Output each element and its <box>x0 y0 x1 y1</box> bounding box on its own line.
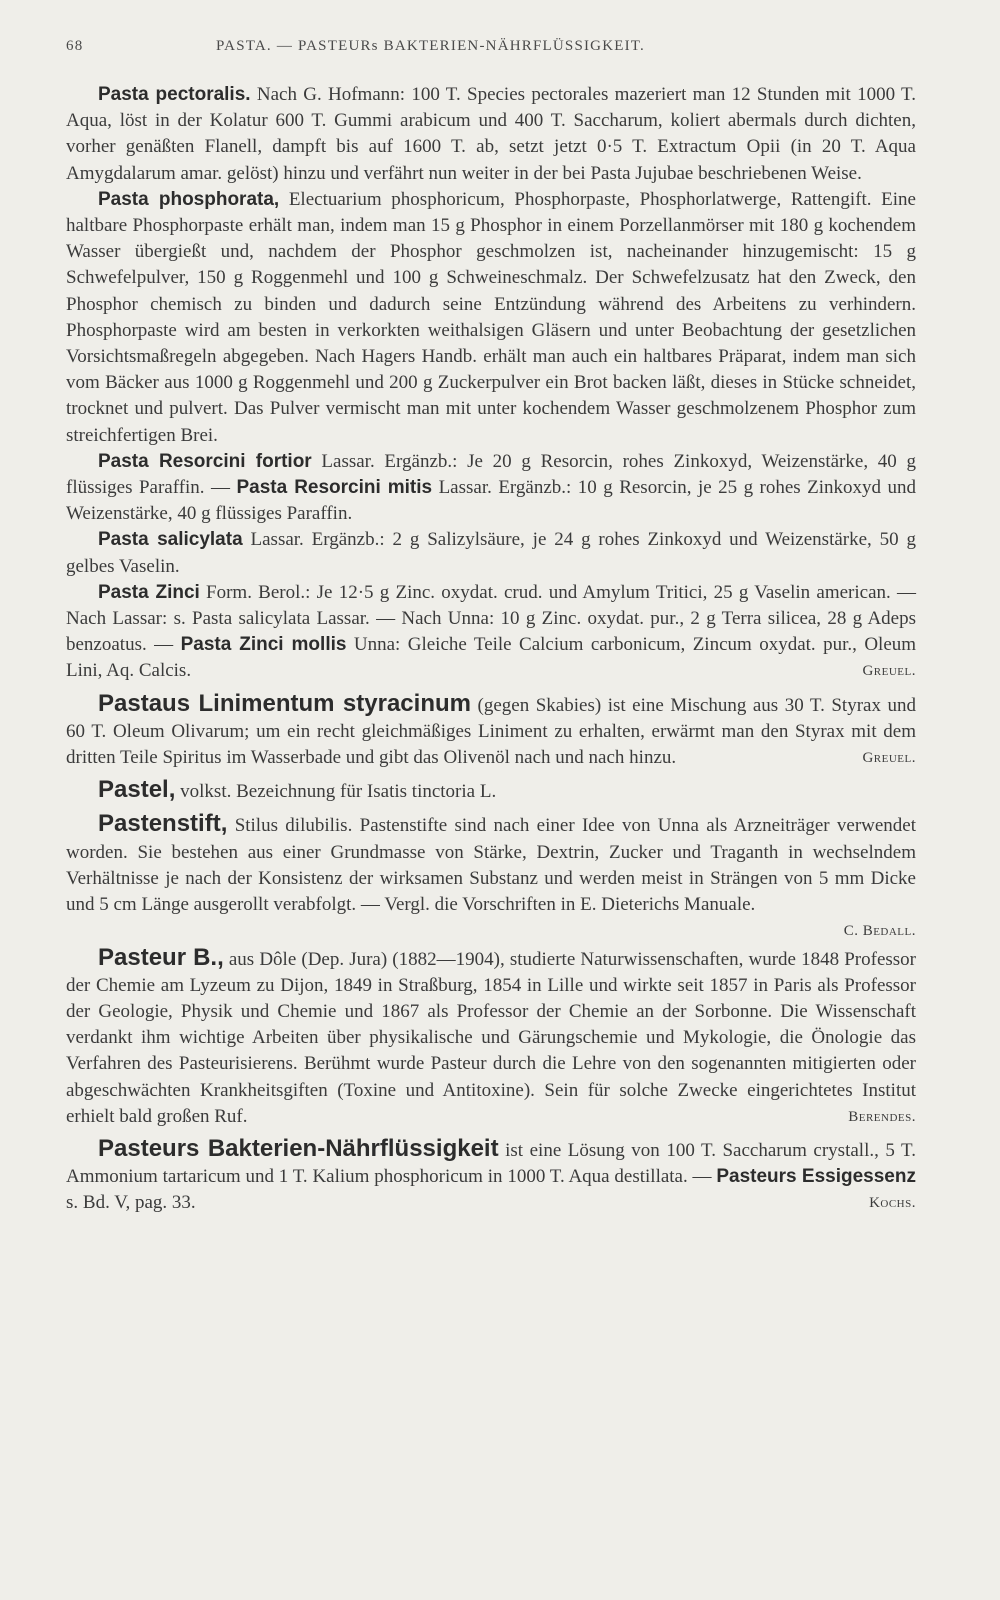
author-signature: Greuel. <box>862 663 916 680</box>
entry-text: Electuarium phosphoricum, Phosphorpaste, Phosphorlatwerge, Rattengift. Eine haltbare Phosphorpaste erhält man, indem man 15 g Phosphor in einem Porzellanmörser mit 180 g kochendem Wasser übergießt und, nachdem der Phosphor geschmolzen ist, nacheinander hinzugemischt: 15 g Schwefelpulver, 150 g Roggenmehl und 100 g Schweineschmalz. Der Schwefelzusatz hat den Zweck, den Phosphor chemisch zu binden und dadurch seine Entzündung während des Arbeitens zu verhindern. Phosphorpaste wird am besten in verkorkten weithalsigen Gläsern und unter Beobachtung der gesetzlichen Vorsichtsmaßregeln abgegeben. Nach Hagers Handb. erhält man auch ein haltbares Präparat, indem man sich vom Bäcker aus 1000 g Roggenmehl und 200 g Zuckerpulver ein Brot backen läßt, dieses in Stücke schneidet, trocknet und pulvert. Das Pulver vermischt man mit unter kochendem Wasser geschmolzenem Phosphor zum streichfertigen Brei. <box>66 188 916 446</box>
author-signature: Berendes. <box>848 1108 916 1125</box>
entry-subheadword: Pasta Resorcini mitis <box>236 477 433 499</box>
entry-text: aus Dôle (Dep. Jura) (1882—1904), studierte Naturwissenschaften, wurde 1848 Professor der Chemie am Lyzeum zu Dijon, 1849 in Straßburg, 1854 in Lille und wirkte seit 1857 in Paris als Professor der Geologie, Physik und Chemie und 1867 als Professor der Chemie an der Sorbonne. Die Wissenschaft verdankt ihm wichtige Arbeiten über physikalische und Gärungschemie und Mykologie, die Önologie das Verfahren des Pasteurisierens. Berühmt wurde Pasteur durch die Lehre von den sogenannten mitigierten oder abgeschwächten Krankheitsgiften (Toxine und Antitoxine). Sein für solche Zwecke eingerichtetes Institut erhielt bald großen Ruf. <box>66 948 916 1127</box>
entry-text: Lassar. Ergänzb.: 2 g Salizylsäure, je 24 g rohes Zinkoxyd und Weizenstärke, 50 g gelbes Vaselin. <box>66 529 917 577</box>
entry-pasta-salicylata <box>66 527 916 579</box>
entry-headword: Pastenstift, <box>98 810 228 838</box>
entry-text: volkst. Bezeichnung für Isatis tinctoria L. <box>180 781 497 803</box>
running-header <box>66 38 916 82</box>
entry-headword: Pasta Resorcini fortior <box>98 450 312 472</box>
entry-headword: Pastaus Linimentum styracinum <box>98 689 471 717</box>
author-signature: Kochs. <box>869 1195 916 1212</box>
entry-subtext: s. Bd. V, pag. 33. <box>66 1192 196 1214</box>
author-signature: Greuel. <box>862 750 916 767</box>
entry-pasteurs-bakterien <box>66 1136 916 1217</box>
entry-text: Form. Berol.: Je 12·5 g Zinc. oxydat. crud. und Amylum Tritici, 25 g Vaselin american. — Nach Lassar: s. Pasta salicylata Lassar. — Nach Unna: 10 g Zinc. oxydat. pur., 2 g Terra silicea, 28 g Adeps benzoatus. — <box>66 581 916 656</box>
entry-headword: Pastel, <box>98 776 176 804</box>
page-number: 68 <box>66 38 84 54</box>
entry-pasta-pectoralis <box>66 82 916 187</box>
entry-headword: Pasteurs Bakterien-Nährflüssigkeit <box>98 1134 499 1162</box>
entry-pastaus-linimentum <box>66 691 916 772</box>
entry-text: Stilus dilubilis. Pastenstifte sind nach einer Idee von Unna als Arzneiträger verwendet worden. Sie bestehen aus einer Grundmasse von Stärke, Dextrin, Zucker und Traganth in wechselndem Verhältnisse je nach der Konsistenz der wirksamen Substanz und werden meist in Strängen von 5 mm Dicke und 5 cm Länge ausgerollt verabfolgt. — Vergl. die Vorschriften in E. Dieterichs Manuale. <box>66 815 917 916</box>
entry-subtext: Unna: Gleiche Teile Calcium carbonicum, Zincum oxydat. pur., Oleum Lini, Aq. Calcis. <box>66 634 917 682</box>
entry-pastel <box>66 777 916 805</box>
entry-pasta-zinci <box>66 580 916 685</box>
entry-pasteur <box>66 945 916 1130</box>
entry-headword: Pasta pectoralis. <box>98 84 251 105</box>
entry-pasta-resorcini <box>66 449 916 528</box>
page-body <box>66 82 916 1217</box>
entry-headword: Pasta phosphorata, <box>98 188 280 210</box>
running-title: PASTA. — PASTEURs BAKTERIEN-NÄHRFLÜSSIGKEIT. <box>216 38 646 54</box>
entry-subtext: Lassar. Ergänzb.: 10 g Resorcin, je 25 g rohes Zinkoxyd und Weizenstärke, 40 g flüssiges Paraffin. <box>66 477 916 525</box>
author-signature: C. Bedall. <box>843 923 916 940</box>
entry-headword: Pasta salicylata <box>98 529 243 551</box>
entry-headword: Pasteur B., <box>98 943 224 971</box>
entry-text: (gegen Skabies) ist eine Mischung aus 30 T. Styrax und 60 T. Oleum Olivarum; um ein recht gleichmäßiges Liniment zu erhalten, erwärmt man den Styrax mit dem dritten Teile Spiritus im Wasserbade und gibt das Olivenöl nach und nach hinzu. <box>66 694 916 769</box>
entry-pastenstift <box>66 811 916 918</box>
entry-headword: Pasta Zinci <box>98 581 200 603</box>
entry-subheadword: Pasteurs Essigessenz <box>716 1166 916 1188</box>
entry-subheadword: Pasta Zinci mollis <box>180 634 347 656</box>
entry-text: Nach G. Hofmann: 100 T. Species pectorales mazeriert man 12 Stunden mit 1000 T. Aqua, löst in der Kolatur 600 T. Gummi arabicum und 400 T. Saccharum, koliert abermals durch dichten, vorher genäßten Flanell, dampft bis auf 1600 T. ab, setzt jetzt 0·5 T. Extractum Opii (in 20 T. Aqua Amygdalarum amar. gelöst) hinzu und verfährt nun weiter in der bei Pasta Jujubae beschriebenen Weise. <box>66 84 917 184</box>
entry-text: Lassar. Ergänzb.: Je 20 g Resorcin, rohes Zinkoxyd, Weizenstärke, 40 g flüssiges Paraffin. — <box>66 450 916 499</box>
entry-pasta-phosphorata <box>66 187 916 449</box>
entry-text: ist eine Lösung von 100 T. Saccharum crystall., 5 T. Ammonium tartaricum und 1 T. Kalium phosphoricum in 1000 T. Aqua destillata. — <box>66 1139 916 1188</box>
